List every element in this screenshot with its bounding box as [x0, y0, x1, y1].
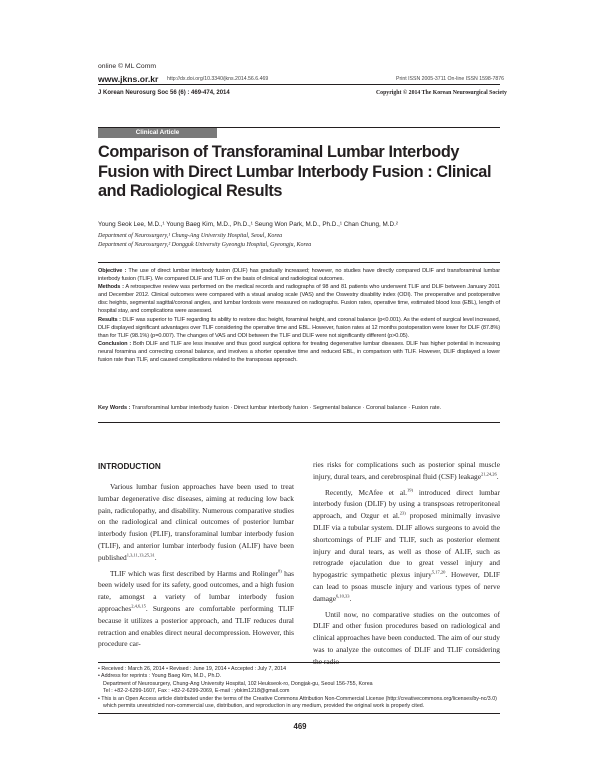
intro-column-right: [313, 459, 500, 668]
intro-paragraph-continued: ries risks for complications such as posterior spinal muscle injury, dural tears, and cerebrospinal fluid (CSF) leakage$^{21,24,26}$.: [313, 460, 500, 481]
intro-paragraph-3: Recently, McAfee et al.$^{19)}$ introduced direct lumbar interbody fusion (DLIF) by using a transpsoas retroperitoneal approach, and Ozgur et al.$^{23)}$ proposed minimally invasive DLIF via a tubular system. DLIF allows surgeons to avoid the shortcomings of PLIF and TLIF, such as posterior element injury and dural tears, as well as those of ALIF, such as retrograde ejaculation due to great vessel injury and hypogastric sympathetic plexus injury$^{5,17,20}$. However, DLIF can lead to psoas muscle injury and various types of nerve damage$^{6,10,33}$.: [313, 487, 500, 603]
copyright: Copyright © 2014 The Korean Neurosurgical Society: [376, 90, 507, 96]
section-heading-introduction: INTRODUCTION: [98, 462, 161, 471]
publisher-line: online © ML Comm: [98, 63, 157, 70]
page-number: 469: [293, 722, 307, 731]
article-title: Comparison of Transforaminal Lumbar Interbody Fusion with Direct Lumbar Interbody Fusion : Clinical and Radiological Results: [98, 143, 492, 201]
footnotes: [98, 666, 500, 710]
site-url[interactable]: www.jkns.or.kr: [98, 74, 159, 84]
keywords: Key Words : Transforaminal lumbar interbody fusion · Direct lumbar interbody fusion · Segmental balance · Coronal balance · Fusion rate.: [98, 405, 442, 411]
footnote-contact: Tel : +82-2-6299-1607, Fax : +82-2-6299-2069, E-mail : ybkim1218@gmail.com: [103, 688, 290, 695]
article-type-badge: Clinical Article: [98, 128, 217, 138]
authors: Young Seok Lee, M.D.,¹ Young Baeg Kim, M.D., Ph.D.,¹ Seung Won Park, M.D., Ph.D.,¹ Chan Chung, M.D.²: [98, 221, 398, 228]
abstract-objective: Objective : The use of direct lumbar interbody fusion (DLIF) has gradually increased; however, no studies have directly compared DLIF and transforaminal lumbar interbody fusion (TLIF). We compared DLIF and TLIF on the basis of clinical and radiological outcomes.: [98, 268, 500, 283]
issn: Print ISSN 2005-3711 On-line ISSN 1598-7876: [396, 76, 505, 82]
abstract-methods: Methods : A retrospective review was performed on the medical records and radiographs of 98 and 81 patients who underwent TLIF and DLIF between January 2011 and December 2012. Clinical outcomes were compared with a visual analog scale (VAS) and the Oswestry disability index (ODI). The preoperative and postoperative disc heights, segmental sagittal/coronal angles, and lumbar lordosis were measured on radiographs. Fusion rates, operative time, estimated blood loss (EBL), length of hospital stay, and complications were assessed.: [98, 284, 501, 315]
abstract-results: Results : DLIF was superior to TLIF regarding its ability to restore disc height, foraminal height, and coronal balance (p<0.001). As the extent of surgical level increased, DLIF displayed significant advantages over TLIF considering the operative time and EBL. However, fusion rates at 12 months postoperation were lower for DLIF (87.8%) than for TLIF (98.1%) (p=0.007). The changes of VAS and ODI between the TLIF and DLIF were not significantly different (p>0.05).: [98, 316, 500, 339]
footnote-license: • This is an Open Access article distributed under the terms of the Creative Commons Attribution Non-Commercial License (http://creativecommons.org/licenses/by-nc/3.0): [98, 695, 497, 702]
footnote-dates: • Received : March 26, 2014 • Revised : June 19, 2014 • Accepted : July 7, 2014: [98, 666, 287, 672]
intro-paragraph-4: Until now, no comparative studies on the outcomes of DLIF and other fusion procedures based on radiological and clinical approaches have been conducted. The aim of our study was to analyze the outcomes of DLIF and TLIF considering the radio-: [313, 609, 500, 666]
abstract-top-rule: [98, 262, 500, 263]
affiliation-2: Department of Neurosurgery,² Dongguk University Gyeongju Hospital, Gyeongju, Korea: [98, 242, 312, 248]
footnote-department: Department of Neurosurgery, Chung-Ang University Hospital, 102 Heukseok-ro, Dongjak-gu, Seoul 156-755, Korea: [103, 680, 373, 687]
page-number-rule: [98, 713, 500, 714]
abstract-bottom-rule: [98, 422, 500, 423]
header-rule: [98, 84, 500, 85]
doi-link[interactable]: http://dx.doi.org/10.3340/jkns.2014.56.6.469: [167, 76, 269, 82]
footnote-license-cont: which permits unrestricted non-commercial use, distribution, and reproduction in any medium, provided the original work is properly cited.: [103, 703, 425, 710]
abstract-conclusion: Conclusion : Both DLIF and TLIF are less invasive and thus good surgical options for treating degenerative lumbar diseases. DLIF has higher potential in increasing neural foramina and correcting coronal balance, and involves a shorter operative time and reduced EBL, in comparison with TLIF. However, DLIF displayed a lower fusion rate than TLIF, and caused complications related to the transpsoas approach.: [98, 340, 500, 364]
footnote-address: • Address for reprints : Young Baeg Kim, M.D., Ph.D.: [98, 673, 222, 680]
intro-paragraph-1: Various lumbar fusion approaches have been used to treat lumbar degenerative disc diseases, aiming at reducing low back pain, radiculopathy, and disability. Numerous comparative studies on the radiological and clinical outcomes of posterior lumbar interbody fusion (PLIF), transforaminal lumbar interbody fusion (TLIF), and anterior lumbar interbody fusion (ALIF) have been published$^{1,3,11,13,25,31}$.: [98, 482, 294, 562]
abstract: [98, 267, 500, 364]
affiliation-1: Department of Neurosurgery,¹ Chung-Ang University Hospital, Seoul, Korea: [98, 233, 283, 239]
journal-reference: J Korean Neurosurg Soc 56 (6) : 469-474, 2014: [98, 90, 230, 96]
intro-paragraph-2: TLIF which was first described by Harms and Rolinger$^{8)}$ has been widely used for its safety, good outcomes, and a high fusion rate, amongst a variety of lumbar interbody fusion approaches$^{2,4,6,15}$. Surgeons are comfortable performing TLIF because it utilizes a posterior approach, and TLIF reduces dural retraction and enables direct neural decompression. However, this procedure car-: [98, 568, 294, 649]
intro-column-left: [98, 481, 294, 650]
footnote-rule: [98, 662, 500, 663]
